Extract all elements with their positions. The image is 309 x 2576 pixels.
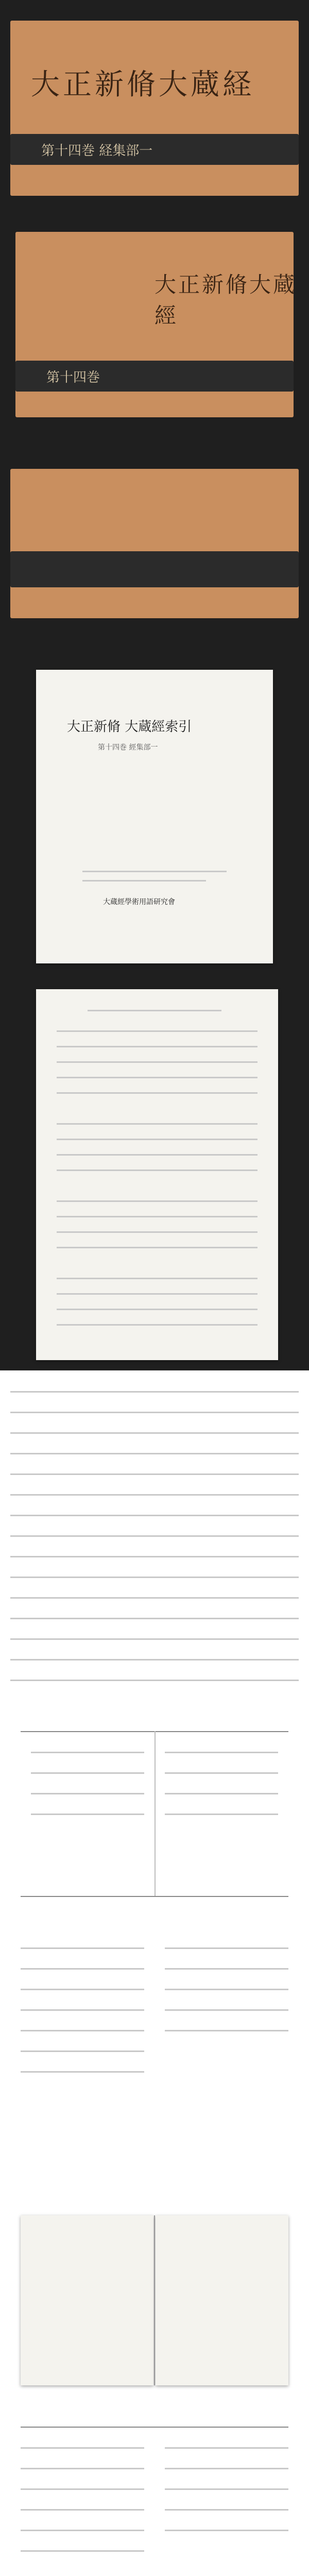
text-line	[57, 1216, 258, 1217]
book-gutter	[154, 2215, 155, 2385]
table-rule	[21, 1896, 288, 1897]
text-line	[31, 1752, 144, 1753]
text-line	[21, 2009, 144, 2011]
text-line	[10, 1535, 299, 1537]
text-line	[21, 2530, 144, 2531]
text-line	[21, 2050, 144, 2052]
text-line	[165, 2509, 288, 2511]
text-line	[57, 1123, 258, 1125]
text-line	[21, 2468, 144, 2469]
text-line	[21, 2071, 144, 2073]
text-line	[31, 1793, 144, 1794]
text-line	[165, 2468, 288, 2469]
text-line	[165, 1793, 278, 1794]
text-line	[21, 2488, 144, 2490]
text-line	[57, 1231, 258, 1233]
text-line	[57, 1247, 258, 1248]
text-line	[57, 1139, 258, 1140]
title-page-publisher: 大蔵經學術用語研究會	[103, 898, 175, 906]
text-line	[21, 1968, 144, 1970]
text-line	[165, 2030, 288, 2031]
text-line	[10, 1453, 299, 1454]
text-line	[57, 1154, 258, 1156]
text-line	[31, 1772, 144, 1774]
text-line	[10, 1638, 299, 1640]
text-line	[57, 1030, 258, 1032]
photo-text-page	[0, 979, 309, 1370]
text-line	[57, 1170, 258, 1171]
text-line	[10, 1432, 299, 1434]
text-line	[165, 1947, 288, 1949]
text-line	[10, 1494, 299, 1496]
slipcase-stripe	[10, 551, 299, 587]
title-page-rule	[82, 880, 206, 882]
text-line	[31, 1814, 144, 1815]
text-line	[165, 2530, 288, 2531]
photo-index-listing	[0, 1927, 309, 2195]
text-line	[21, 2447, 144, 2449]
title-page-rule	[82, 871, 227, 872]
photo-slipcase-spine	[0, 222, 309, 438]
text-line	[57, 1061, 258, 1063]
photo-slipcase-angle	[0, 438, 309, 654]
table-divider	[154, 1731, 156, 1896]
text-line	[165, 1989, 288, 1990]
slipcase-face	[10, 469, 299, 618]
text-line	[10, 1473, 299, 1475]
open-book-right	[156, 2215, 288, 2385]
text-line	[88, 1010, 221, 1011]
text-page-paper	[36, 989, 278, 1360]
text-line	[10, 1577, 299, 1578]
text-line	[10, 1680, 299, 1681]
photo-slipcase-top	[0, 0, 309, 222]
text-line	[57, 1309, 258, 1310]
text-line	[57, 1278, 258, 1279]
photo-title-page	[0, 654, 309, 979]
text-line	[165, 1814, 278, 1815]
slipcase-title: 大正新脩大蔵經	[154, 272, 297, 328]
title-page-title: 大正新脩 大蔵經索引	[67, 719, 192, 735]
text-line	[21, 1989, 144, 1990]
text-line	[165, 1968, 288, 1970]
text-line	[10, 1618, 299, 1619]
text-line	[57, 1077, 258, 1078]
spine-subtitle: 第十四巻 経集部一	[41, 143, 153, 159]
text-line	[21, 2427, 288, 2428]
text-line	[21, 2030, 144, 2031]
text-line	[10, 1556, 299, 1557]
text-line	[21, 2509, 144, 2511]
photo-index-columns	[0, 2411, 309, 2576]
photo-wide-text	[0, 1370, 309, 1710]
text-line	[57, 1092, 258, 1094]
text-line	[165, 2447, 288, 2449]
text-line	[57, 1293, 258, 1295]
text-line	[10, 1515, 299, 1516]
slipcase-volume: 第十四巻	[46, 370, 100, 385]
slipcase-top	[10, 21, 299, 196]
text-line	[165, 2488, 288, 2490]
text-line	[57, 1046, 258, 1047]
text-line	[10, 1659, 299, 1660]
photo-table-page	[0, 1710, 309, 1927]
text-line	[10, 1597, 299, 1599]
text-line	[165, 1752, 278, 1753]
text-line	[165, 2009, 288, 2011]
text-line	[57, 1200, 258, 1202]
title-page-paper	[36, 670, 273, 963]
text-line	[165, 1772, 278, 1774]
text-line	[21, 1947, 144, 1949]
text-line	[10, 1412, 299, 1413]
text-line	[57, 1324, 258, 1326]
text-line	[21, 2550, 144, 2552]
spine-title: 大正新脩大蔵経	[31, 68, 254, 101]
text-line	[10, 1391, 299, 1393]
title-page-subtitle: 第十四巻 經集部一	[98, 743, 158, 752]
open-book-left	[21, 2215, 153, 2385]
photo-open-book	[0, 2195, 309, 2411]
